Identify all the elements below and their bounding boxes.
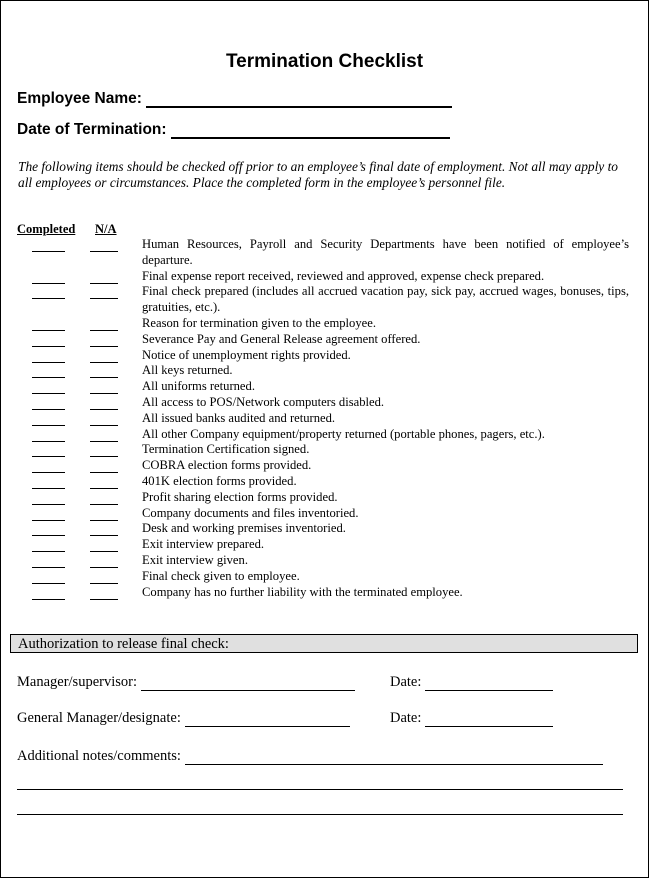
completed-checkbox-line[interactable] bbox=[32, 379, 65, 394]
checklist-item-text: Exit interview prepared. bbox=[142, 537, 265, 552]
na-checkbox-line[interactable] bbox=[90, 537, 118, 552]
na-checkbox-line[interactable] bbox=[90, 284, 118, 299]
completed-checkbox-line[interactable] bbox=[32, 411, 65, 426]
na-checkbox-line[interactable] bbox=[90, 332, 118, 347]
checklist-item-text: Company documents and files inventoried. bbox=[142, 505, 359, 520]
gm-signature-line[interactable] bbox=[185, 712, 350, 727]
checklist-item bbox=[1, 442, 648, 458]
checklist-item bbox=[1, 284, 648, 316]
checklist-item bbox=[1, 553, 648, 569]
checklist-item bbox=[1, 411, 648, 427]
manager-date-field bbox=[390, 674, 553, 691]
na-checkbox-line[interactable] bbox=[90, 553, 118, 568]
na-checkbox-line[interactable] bbox=[90, 569, 118, 584]
termination-date-field bbox=[17, 121, 450, 139]
checklist-item bbox=[1, 521, 648, 537]
checklist-item bbox=[1, 395, 648, 411]
termination-date-label: Date of Termination: bbox=[17, 121, 167, 138]
na-checkbox-line[interactable] bbox=[90, 490, 118, 505]
na-column-header: N/A bbox=[95, 222, 117, 236]
employee-name-field bbox=[17, 90, 452, 108]
completed-checkbox-line[interactable] bbox=[32, 348, 65, 363]
completed-checkbox-line[interactable] bbox=[32, 269, 65, 284]
checklist-item-text: Notice of unemployment rights provided. bbox=[142, 347, 351, 362]
na-checkbox-line[interactable] bbox=[90, 316, 118, 331]
checklist-item-text: Final expense report received, reviewed and approved, expense check prepared. bbox=[142, 268, 545, 283]
checklist-item bbox=[1, 474, 648, 490]
gm-date-line[interactable] bbox=[425, 712, 553, 727]
na-checkbox-line[interactable] bbox=[90, 427, 118, 442]
checklist-item-text: 401K election forms provided. bbox=[142, 473, 297, 488]
checklist-item-text: All uniforms returned. bbox=[142, 379, 255, 394]
checklist-item bbox=[1, 427, 648, 443]
checklist-item bbox=[1, 379, 648, 395]
completed-checkbox-line[interactable] bbox=[32, 395, 65, 410]
page-title: Termination Checklist bbox=[225, 51, 424, 72]
checklist-item-text: All access to POS/Network computers disabled. bbox=[142, 394, 385, 409]
employee-name-input-line[interactable] bbox=[146, 90, 452, 108]
checklist-item bbox=[1, 569, 648, 585]
na-checkbox-line[interactable] bbox=[90, 269, 118, 284]
checklist-item bbox=[1, 348, 648, 364]
na-checkbox-line[interactable] bbox=[90, 458, 118, 473]
completed-checkbox-line[interactable] bbox=[32, 316, 65, 331]
checklist-item-text: Company has no further liability with the terminated employee. bbox=[142, 584, 463, 599]
checklist-item-text: All issued banks audited and returned. bbox=[142, 410, 336, 425]
checklist-item-text: Human Resources, Payroll and Security Departments have been notified of employee’s departure. bbox=[142, 237, 629, 267]
checklist-item bbox=[1, 585, 648, 601]
intro-paragraph: The following items should be checked off prior to an employee’s final date of employment. Not all may apply to all employees or circumstances. Place the completed form in the employee’s personnel file. bbox=[18, 159, 619, 190]
na-checkbox-line[interactable] bbox=[90, 411, 118, 426]
gm-label: General Manager/designate: bbox=[17, 710, 181, 726]
gm-signature-field bbox=[17, 710, 350, 727]
completed-checkbox-line[interactable] bbox=[32, 553, 65, 568]
gm-date-label: Date: bbox=[390, 710, 422, 726]
employee-name-label: Employee Name: bbox=[17, 90, 142, 107]
checklist-item-text: Severance Pay and General Release agreement offered. bbox=[142, 331, 421, 346]
completed-checkbox-line[interactable] bbox=[32, 474, 65, 489]
completed-checkbox-line[interactable] bbox=[32, 521, 65, 536]
checklist-item-text: Exit interview given. bbox=[142, 552, 248, 567]
na-checkbox-line[interactable] bbox=[90, 521, 118, 536]
checklist-item-text: COBRA election forms provided. bbox=[142, 458, 312, 473]
na-checkbox-line[interactable] bbox=[90, 363, 118, 378]
checklist-item bbox=[1, 316, 648, 332]
notes-line-1[interactable] bbox=[185, 750, 603, 765]
checklist-item-text: Final check prepared (includes all accrued vacation pay, sick pay, accrued wages, bonuses, tips, gratuities, etc.). bbox=[142, 284, 629, 315]
na-checkbox-line[interactable] bbox=[90, 379, 118, 394]
checklist-item-text: Termination Certification signed. bbox=[142, 442, 310, 457]
notes-field bbox=[17, 748, 603, 765]
manager-date-label: Date: bbox=[390, 674, 422, 690]
manager-signature-field bbox=[17, 674, 355, 691]
completed-checkbox-line[interactable] bbox=[32, 585, 65, 600]
completed-checkbox-line[interactable] bbox=[32, 490, 65, 505]
gm-date-field bbox=[390, 710, 553, 727]
completed-checkbox-line[interactable] bbox=[32, 458, 65, 473]
authorization-heading: Authorization to release final check: bbox=[10, 634, 638, 653]
checklist-item bbox=[1, 269, 648, 285]
checklist-item-text: Profit sharing election forms provided. bbox=[142, 489, 338, 504]
na-checkbox-line[interactable] bbox=[90, 237, 118, 252]
completed-checkbox-line[interactable] bbox=[32, 537, 65, 552]
checklist-item bbox=[1, 332, 648, 348]
na-checkbox-line[interactable] bbox=[90, 442, 118, 457]
notes-label: Additional notes/comments: bbox=[17, 748, 181, 764]
checklist-item bbox=[1, 506, 648, 522]
checklist-item-text: Desk and working premises inventoried. bbox=[142, 521, 346, 536]
completed-checkbox-line[interactable] bbox=[32, 506, 65, 521]
checklist-items bbox=[1, 237, 648, 600]
completed-checkbox-line[interactable] bbox=[32, 427, 65, 442]
checklist-item bbox=[1, 490, 648, 506]
checklist-item bbox=[1, 458, 648, 474]
completed-checkbox-line[interactable] bbox=[32, 363, 65, 378]
checklist-item-text: Reason for termination given to the employee. bbox=[142, 315, 376, 330]
termination-date-input-line[interactable] bbox=[171, 121, 450, 139]
na-checkbox-line[interactable] bbox=[90, 395, 118, 410]
manager-signature-line[interactable] bbox=[141, 676, 355, 691]
na-checkbox-line[interactable] bbox=[90, 585, 118, 600]
completed-checkbox-line[interactable] bbox=[32, 569, 65, 584]
completed-checkbox-line[interactable] bbox=[32, 442, 65, 457]
na-checkbox-line[interactable] bbox=[90, 474, 118, 489]
checklist-item-text: Final check given to employee. bbox=[142, 568, 300, 583]
checklist-item bbox=[1, 363, 648, 379]
completed-column-header: Completed bbox=[17, 222, 76, 236]
notes-line-3[interactable] bbox=[17, 814, 623, 815]
checklist-item bbox=[1, 537, 648, 553]
checklist-item-text: All other Company equipment/property returned (portable phones, pagers, etc.). bbox=[142, 426, 545, 441]
completed-checkbox-line[interactable] bbox=[32, 332, 65, 347]
na-checkbox-line[interactable] bbox=[90, 348, 118, 363]
na-checkbox-line[interactable] bbox=[90, 506, 118, 521]
checklist-item-text: All keys returned. bbox=[142, 363, 233, 378]
completed-checkbox-line[interactable] bbox=[32, 237, 65, 252]
notes-line-2[interactable] bbox=[17, 789, 623, 790]
manager-date-line[interactable] bbox=[425, 676, 553, 691]
manager-label: Manager/supervisor: bbox=[17, 674, 137, 690]
checklist-item bbox=[1, 237, 648, 269]
completed-checkbox-line[interactable] bbox=[32, 284, 65, 299]
